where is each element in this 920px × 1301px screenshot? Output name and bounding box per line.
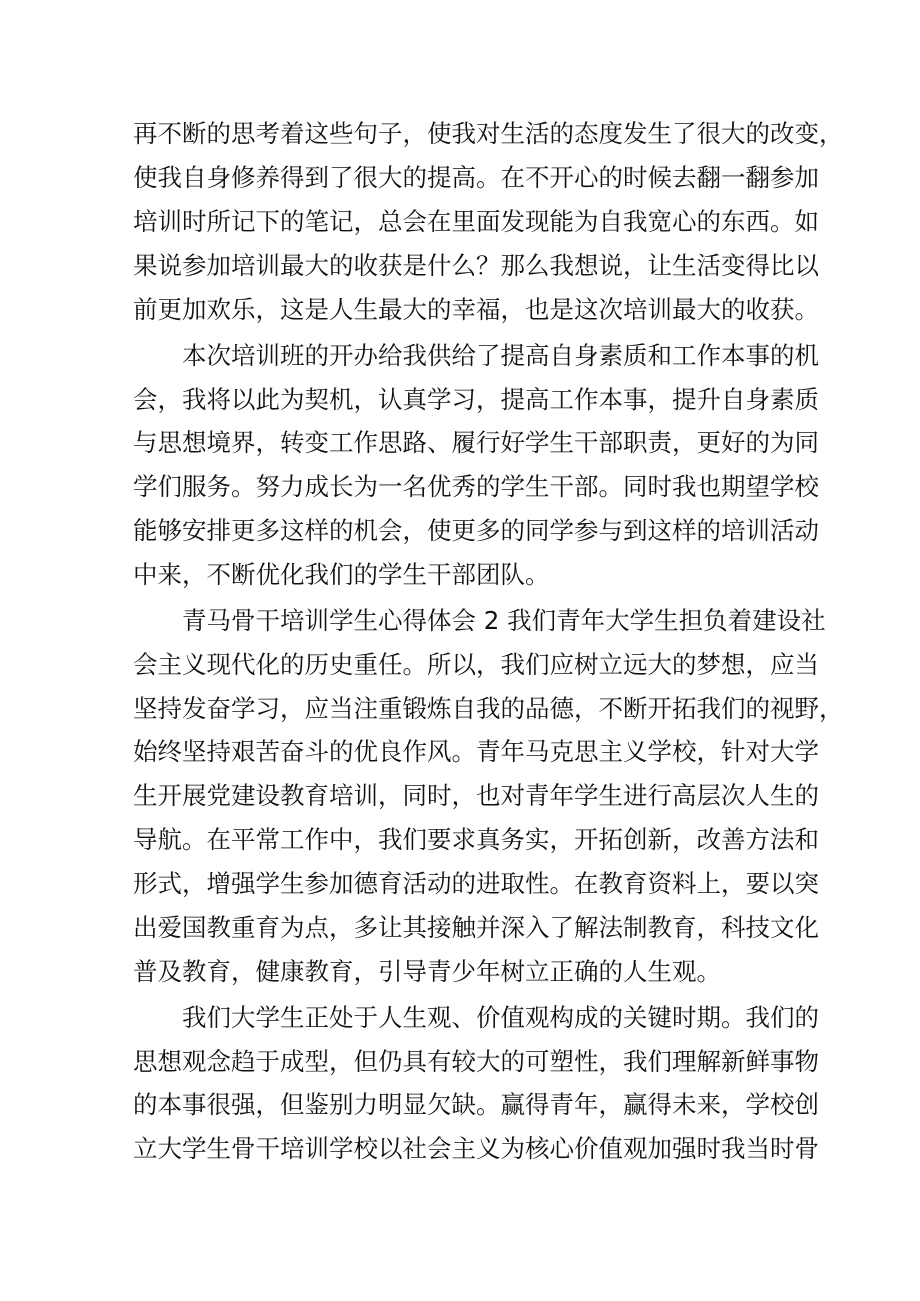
paragraph-2-line-3: 与思想境界，转变工作思路、履行好学生干部职责，更好的为同: [133, 428, 819, 457]
paragraph-1-line-4: 果说参加培训最大的收获是什么？那么我想说，让生活变得比以: [133, 251, 819, 280]
paragraph-3-line-7: 形式，增强学生参加德育活动的进取性。在教育资料上，要以突: [133, 869, 819, 898]
paragraph-1-line-3: 培训时所记下的笔记，总会在里面发现能为自我宽心的东西。如: [133, 207, 819, 236]
paragraph-3-line-8: 出爱国教重育为点，多让其接触并深入了解法制教育，科技文化: [133, 913, 819, 942]
paragraph-1-line-1: 再不断的思考着这些句子，使我对生活的态度发生了很大的改变，: [133, 119, 844, 148]
paragraph-3-line-6: 导航。在平常工作中，我们要求真务实，开拓创新，改善方法和: [133, 825, 819, 854]
paragraph-1-line-5: 前更加欢乐，这是人生最大的幸福，也是这次培训最大的收获。: [133, 295, 819, 324]
paragraph-3-line-9: 普及教育，健康教育，引导青少年树立正确的人生观。: [133, 957, 721, 986]
paragraph-3-line-2: 会主义现代化的历史重任。所以，我们应树立远大的梦想，应当: [133, 650, 819, 679]
paragraph-2-line-5: 能够安排更多这样的机会，使更多的同学参与到这样的培训活动: [133, 516, 819, 545]
paragraph-4-line-2: 思想观念趋于成型，但仍具有较大的可塑性，我们理解新鲜事物: [133, 1047, 819, 1076]
paragraph-2-line-4: 学们服务。努力成长为一名优秀的学生干部。同时我也期望学校: [133, 472, 819, 501]
paragraph-1-line-2: 使我自身修养得到了很大的提高。在不开心的时候去翻一翻参加: [133, 163, 819, 192]
paragraph-3-line-3: 坚持发奋学习，应当注重锻炼自我的品德，不断开拓我们的视野，: [133, 694, 844, 723]
paragraph-4-line-4: 立大学生骨干培训学校以社会主义为核心价值观加强时我当时骨: [133, 1134, 819, 1163]
paragraph-3-line-1: 青马骨干培训学生心得体会 2 我们青年大学生担负着建设社: [182, 606, 826, 635]
paragraph-3-line-4: 始终坚持艰苦奋斗的优良作风。青年马克思主义学校，针对大学: [133, 737, 819, 766]
paragraph-2-line-6: 中来，不断优化我们的学生干部团队。: [133, 560, 550, 589]
paragraph-2-line-1: 本次培训班的开办给我供给了提高自身素质和工作本事的机: [182, 341, 819, 370]
paragraph-2-line-2: 会，我将以此为契机，认真学习，提高工作本事，提升自身素质: [133, 385, 819, 414]
paragraph-3-line-5: 生开展党建设教育培训，同时，也对青年学生进行高层次人生的: [133, 781, 819, 810]
paragraph-4-line-1: 我们大学生正处于人生观、价值观构成的关键时期。我们的: [182, 1003, 819, 1032]
paragraph-4-line-3: 的本事很强，但鉴别力明显欠缺。赢得青年，赢得未来，学校创: [133, 1090, 819, 1119]
